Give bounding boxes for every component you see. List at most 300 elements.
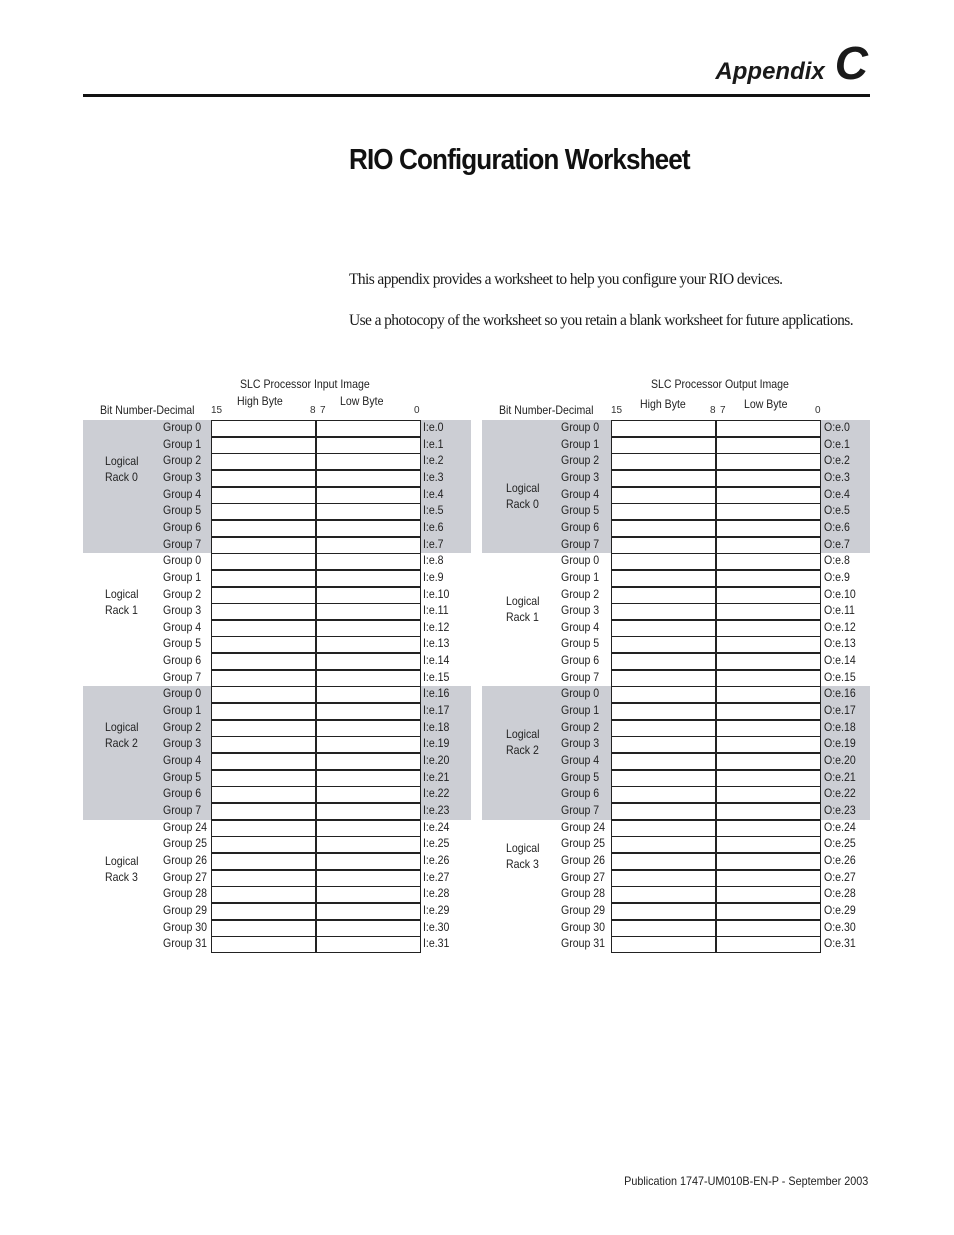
high-byte-cell[interactable] xyxy=(211,870,316,887)
group-row xyxy=(482,820,870,837)
group-row xyxy=(83,753,471,770)
image-address: I:e.7 xyxy=(423,536,444,551)
high-byte-cell[interactable] xyxy=(211,770,316,787)
group-row xyxy=(482,587,870,604)
group-label: Group 27 xyxy=(163,869,208,884)
group-label: Group 7 xyxy=(561,536,600,551)
image-address: I:e.6 xyxy=(423,519,444,534)
low-byte-cell[interactable] xyxy=(716,786,821,803)
group-row xyxy=(482,420,870,437)
image-address: O:e.5 xyxy=(824,503,850,518)
low-byte-cell[interactable] xyxy=(716,437,821,454)
high-byte-cell[interactable] xyxy=(611,903,716,920)
image-address: O:e.22 xyxy=(824,786,856,801)
low-byte-cell[interactable] xyxy=(316,420,421,437)
group-row xyxy=(83,520,471,537)
rack-label-line1: Logical xyxy=(506,840,540,855)
image-address: I:e.27 xyxy=(423,869,450,884)
group-label: Group 0 xyxy=(561,553,600,568)
image-address: O:e.8 xyxy=(824,553,850,568)
group-label: Group 30 xyxy=(163,919,208,934)
image-address: O:e.24 xyxy=(824,819,856,834)
high-byte-cell[interactable] xyxy=(211,936,316,953)
high-byte-cell[interactable] xyxy=(211,437,316,454)
group-label: Group 2 xyxy=(561,453,600,468)
image-address: I:e.20 xyxy=(423,753,450,767)
group-row xyxy=(482,753,870,770)
group-row xyxy=(83,487,471,504)
rack-label-line2: Rack 3 xyxy=(506,856,539,871)
group-row xyxy=(482,670,870,687)
group-row xyxy=(482,786,870,803)
group-row xyxy=(482,703,870,720)
image-address: I:e.21 xyxy=(423,769,450,784)
low-byte-cell[interactable] xyxy=(316,936,421,953)
image-address: I:e.15 xyxy=(423,669,450,684)
low-byte-cell[interactable] xyxy=(316,653,421,670)
group-label: Group 1 xyxy=(561,569,600,584)
group-label: Group 3 xyxy=(163,736,202,751)
group-row xyxy=(83,553,471,570)
low-byte-cell[interactable] xyxy=(716,886,821,903)
low-byte-cell[interactable] xyxy=(316,836,421,853)
header-rule xyxy=(83,94,870,97)
group-label: Group 25 xyxy=(561,836,606,851)
low-byte-cell[interactable] xyxy=(316,620,421,637)
bit-7-mark: 7 xyxy=(720,405,726,416)
group-row xyxy=(482,886,870,903)
high-byte-cell[interactable] xyxy=(211,653,316,670)
high-byte-cell[interactable] xyxy=(611,453,716,470)
high-byte-cell[interactable] xyxy=(211,920,316,937)
low-byte-cell[interactable] xyxy=(316,853,421,870)
intro-paragraph-1: This appendix provides a worksheet to help you configure your RIO devices. xyxy=(349,271,783,288)
group-row xyxy=(482,803,870,820)
image-address: I:e.18 xyxy=(423,719,450,734)
high-byte-cell[interactable] xyxy=(211,786,316,803)
group-label: Group 1 xyxy=(163,703,202,718)
image-address: I:e.16 xyxy=(423,686,450,701)
low-byte-cell[interactable] xyxy=(716,503,821,520)
high-byte-cell[interactable] xyxy=(211,487,316,504)
group-label: Group 4 xyxy=(561,619,600,634)
worksheet-title: SLC Processor Input Image xyxy=(240,377,370,391)
high-byte-cell[interactable] xyxy=(611,636,716,653)
intro-paragraph-2: Use a photocopy of the worksheet so you retain a blank worksheet for future applications. xyxy=(349,312,854,329)
high-byte-cell[interactable] xyxy=(611,786,716,803)
group-label: Group 24 xyxy=(163,819,208,834)
low-byte-cell[interactable] xyxy=(716,736,821,753)
group-label: Group 2 xyxy=(561,586,600,601)
low-byte-cell[interactable] xyxy=(316,670,421,687)
low-byte-cell[interactable] xyxy=(716,520,821,537)
low-byte-cell[interactable] xyxy=(716,420,821,437)
low-byte-cell[interactable] xyxy=(716,936,821,953)
high-byte-cell[interactable] xyxy=(211,903,316,920)
rack-label-line2: Rack 1 xyxy=(506,610,539,625)
low-byte-cell[interactable] xyxy=(316,537,421,554)
high-byte-cell[interactable] xyxy=(211,886,316,903)
high-byte-cell[interactable] xyxy=(211,620,316,637)
high-byte-label: High Byte xyxy=(237,394,283,408)
low-byte-cell[interactable] xyxy=(316,886,421,903)
rack-label-line1: Logical xyxy=(105,853,139,868)
low-byte-cell[interactable] xyxy=(716,603,821,620)
image-address: I:e.5 xyxy=(423,503,444,518)
image-address: O:e.25 xyxy=(824,836,856,851)
input-image-worksheet xyxy=(83,374,473,954)
image-address: I:e.13 xyxy=(423,636,450,651)
image-address: O:e.31 xyxy=(824,936,856,951)
image-address: I:e.11 xyxy=(423,603,449,618)
group-label: Group 7 xyxy=(561,802,600,817)
low-byte-cell[interactable] xyxy=(316,487,421,504)
rack-label-line1: Logical xyxy=(506,481,540,495)
group-row xyxy=(83,936,471,953)
high-byte-cell[interactable] xyxy=(611,770,716,787)
image-address: O:e.3 xyxy=(824,469,850,484)
low-byte-cell[interactable] xyxy=(316,753,421,770)
group-row xyxy=(83,836,471,853)
image-address: O:e.27 xyxy=(824,869,856,884)
high-byte-cell[interactable] xyxy=(611,920,716,937)
image-address: O:e.4 xyxy=(824,486,850,501)
image-address: O:e.14 xyxy=(824,653,856,668)
high-byte-cell[interactable] xyxy=(211,603,316,620)
low-byte-cell[interactable] xyxy=(316,470,421,487)
group-label: Group 6 xyxy=(561,786,600,801)
low-byte-cell[interactable] xyxy=(716,653,821,670)
group-row xyxy=(83,770,471,787)
high-byte-cell[interactable] xyxy=(211,703,316,720)
low-byte-label: Low Byte xyxy=(340,394,384,408)
high-byte-cell[interactable] xyxy=(611,686,716,703)
low-byte-cell[interactable] xyxy=(316,520,421,537)
group-label: Group 4 xyxy=(163,753,202,767)
bit-15-mark: 15 xyxy=(611,405,623,416)
rack-label-line2: Rack 0 xyxy=(506,497,539,511)
bit-7-mark: 7 xyxy=(320,405,326,416)
high-byte-cell[interactable] xyxy=(611,520,716,537)
group-row xyxy=(482,770,870,787)
high-byte-cell[interactable] xyxy=(611,720,716,737)
group-label: Group 7 xyxy=(561,669,600,684)
high-byte-cell[interactable] xyxy=(611,820,716,837)
rack-label-line2: Rack 0 xyxy=(105,470,138,484)
high-byte-cell[interactable] xyxy=(211,670,316,687)
low-byte-cell[interactable] xyxy=(316,503,421,520)
low-byte-cell[interactable] xyxy=(716,903,821,920)
group-row xyxy=(482,520,870,537)
group-row xyxy=(482,570,870,587)
high-byte-cell[interactable] xyxy=(611,537,716,554)
group-row xyxy=(83,470,471,487)
low-byte-cell[interactable] xyxy=(716,636,821,653)
high-byte-cell[interactable] xyxy=(611,653,716,670)
output-image-worksheet xyxy=(482,374,872,954)
image-address: I:e.1 xyxy=(423,436,444,451)
image-address: O:e.15 xyxy=(824,669,856,684)
low-byte-cell[interactable] xyxy=(716,570,821,587)
bit-0-mark: 0 xyxy=(815,405,821,416)
group-row xyxy=(482,537,870,554)
group-label: Group 3 xyxy=(561,736,600,751)
group-row xyxy=(482,470,870,487)
group-row xyxy=(482,453,870,470)
image-address: O:e.0 xyxy=(824,420,850,434)
low-byte-cell[interactable] xyxy=(716,836,821,853)
high-byte-cell[interactable] xyxy=(611,886,716,903)
image-address: I:e.19 xyxy=(423,736,450,751)
high-byte-cell[interactable] xyxy=(611,603,716,620)
low-byte-cell[interactable] xyxy=(316,786,421,803)
high-byte-cell[interactable] xyxy=(211,553,316,570)
high-byte-cell[interactable] xyxy=(611,753,716,770)
high-byte-cell[interactable] xyxy=(211,853,316,870)
rack-label-line1: Logical xyxy=(105,720,139,735)
high-byte-cell[interactable] xyxy=(611,870,716,887)
high-byte-cell[interactable] xyxy=(211,636,316,653)
group-row xyxy=(83,786,471,803)
group-label: Group 3 xyxy=(163,603,202,618)
group-row xyxy=(482,686,870,703)
group-label: Group 0 xyxy=(561,420,600,434)
group-row xyxy=(83,453,471,470)
low-byte-cell[interactable] xyxy=(316,636,421,653)
group-row xyxy=(83,603,471,620)
low-byte-cell[interactable] xyxy=(716,870,821,887)
low-byte-cell[interactable] xyxy=(316,720,421,737)
group-label: Group 6 xyxy=(163,786,202,801)
low-byte-cell[interactable] xyxy=(316,703,421,720)
appendix-word: Appendix xyxy=(715,58,825,85)
low-byte-cell[interactable] xyxy=(316,570,421,587)
high-byte-cell[interactable] xyxy=(211,736,316,753)
group-label: Group 5 xyxy=(163,636,202,651)
high-byte-cell[interactable] xyxy=(211,587,316,604)
image-address: O:e.7 xyxy=(824,536,850,551)
group-row xyxy=(482,636,870,653)
group-label: Group 4 xyxy=(163,619,202,634)
low-byte-cell[interactable] xyxy=(316,686,421,703)
low-byte-cell[interactable] xyxy=(716,620,821,637)
high-byte-cell[interactable] xyxy=(211,836,316,853)
image-address: I:e.28 xyxy=(423,886,450,901)
image-address: I:e.22 xyxy=(423,786,450,801)
image-address: O:e.17 xyxy=(824,703,856,718)
high-byte-cell[interactable] xyxy=(211,420,316,437)
group-row xyxy=(83,636,471,653)
group-row xyxy=(482,437,870,454)
image-address: O:e.16 xyxy=(824,686,856,701)
high-byte-cell[interactable] xyxy=(611,437,716,454)
group-row xyxy=(83,537,471,554)
high-byte-cell[interactable] xyxy=(211,453,316,470)
bit-8-mark: 8 xyxy=(710,405,716,416)
low-byte-cell[interactable] xyxy=(716,720,821,737)
rack-label-line1: Logical xyxy=(506,594,540,609)
low-byte-cell[interactable] xyxy=(716,487,821,504)
low-byte-cell[interactable] xyxy=(316,903,421,920)
low-byte-cell[interactable] xyxy=(316,453,421,470)
low-byte-cell[interactable] xyxy=(716,920,821,937)
low-byte-cell[interactable] xyxy=(316,437,421,454)
rack-label-line2: Rack 2 xyxy=(506,743,539,758)
image-address: O:e.28 xyxy=(824,886,856,901)
image-address: O:e.30 xyxy=(824,919,856,934)
high-byte-cell[interactable] xyxy=(211,803,316,820)
group-label: Group 29 xyxy=(163,902,208,917)
high-byte-cell[interactable] xyxy=(611,587,716,604)
group-label: Group 30 xyxy=(561,919,606,934)
low-byte-cell[interactable] xyxy=(716,587,821,604)
group-row xyxy=(482,936,870,953)
group-label: Group 24 xyxy=(561,819,606,834)
group-row xyxy=(482,720,870,737)
high-byte-cell[interactable] xyxy=(611,420,716,437)
image-address: I:e.14 xyxy=(423,653,450,668)
low-byte-cell[interactable] xyxy=(316,820,421,837)
low-byte-cell[interactable] xyxy=(316,587,421,604)
image-address: I:e.4 xyxy=(423,486,444,501)
group-label: Group 1 xyxy=(561,703,600,718)
image-address: O:e.18 xyxy=(824,719,856,734)
group-row xyxy=(83,820,471,837)
high-byte-cell[interactable] xyxy=(611,836,716,853)
group-row xyxy=(482,603,870,620)
bit-number-label: Bit Number-Decimal xyxy=(499,403,594,417)
rack-label-line2: Rack 3 xyxy=(105,869,138,884)
high-byte-cell[interactable] xyxy=(611,487,716,504)
appendix-letter: C xyxy=(834,37,868,89)
group-row xyxy=(83,503,471,520)
appendix-heading xyxy=(715,36,868,90)
group-label: Group 2 xyxy=(163,453,202,468)
low-byte-cell[interactable] xyxy=(316,870,421,887)
high-byte-cell[interactable] xyxy=(611,936,716,953)
high-byte-cell[interactable] xyxy=(611,620,716,637)
image-address: I:e.2 xyxy=(423,453,444,468)
group-row xyxy=(83,920,471,937)
high-byte-cell[interactable] xyxy=(611,470,716,487)
low-byte-cell[interactable] xyxy=(716,770,821,787)
low-byte-cell[interactable] xyxy=(716,470,821,487)
low-byte-cell[interactable] xyxy=(716,803,821,820)
high-byte-cell[interactable] xyxy=(211,720,316,737)
image-address: O:e.9 xyxy=(824,569,850,584)
group-row xyxy=(83,620,471,637)
publication-footer: Publication 1747-UM010B-EN-P - September 2003 xyxy=(623,1174,868,1188)
low-byte-cell[interactable] xyxy=(716,453,821,470)
high-byte-cell[interactable] xyxy=(611,703,716,720)
group-row xyxy=(83,570,471,587)
high-byte-cell[interactable] xyxy=(211,686,316,703)
group-label: Group 6 xyxy=(561,653,600,668)
group-row xyxy=(482,487,870,504)
image-address: O:e.19 xyxy=(824,736,856,751)
low-byte-cell[interactable] xyxy=(316,603,421,620)
image-address: O:e.29 xyxy=(824,902,856,917)
low-byte-cell[interactable] xyxy=(716,670,821,687)
group-label: Group 1 xyxy=(561,436,600,451)
low-byte-cell[interactable] xyxy=(316,920,421,937)
high-byte-cell[interactable] xyxy=(211,537,316,554)
group-label: Group 6 xyxy=(163,519,202,534)
image-address: I:e.25 xyxy=(423,836,450,851)
high-byte-cell[interactable] xyxy=(611,570,716,587)
group-row xyxy=(482,870,870,887)
image-address: O:e.2 xyxy=(824,453,850,468)
high-byte-cell[interactable] xyxy=(611,503,716,520)
high-byte-cell[interactable] xyxy=(611,853,716,870)
high-byte-cell[interactable] xyxy=(611,736,716,753)
low-byte-cell[interactable] xyxy=(316,803,421,820)
low-byte-cell[interactable] xyxy=(716,686,821,703)
image-address: I:e.31 xyxy=(423,936,450,951)
group-row xyxy=(482,836,870,853)
low-byte-cell[interactable] xyxy=(716,703,821,720)
high-byte-cell[interactable] xyxy=(611,803,716,820)
low-byte-cell[interactable] xyxy=(316,736,421,753)
group-row xyxy=(83,670,471,687)
group-label: Group 28 xyxy=(561,886,606,901)
low-byte-cell[interactable] xyxy=(316,553,421,570)
high-byte-cell[interactable] xyxy=(211,570,316,587)
group-row xyxy=(83,587,471,604)
image-address: I:e.26 xyxy=(423,852,450,867)
group-label: Group 1 xyxy=(163,436,202,451)
high-byte-cell[interactable] xyxy=(611,670,716,687)
group-label: Group 2 xyxy=(163,586,202,601)
group-label: Group 5 xyxy=(163,503,202,518)
group-label: Group 0 xyxy=(561,686,600,701)
group-label: Group 27 xyxy=(561,869,606,884)
group-row xyxy=(482,620,870,637)
low-byte-cell[interactable] xyxy=(716,753,821,770)
low-byte-cell[interactable] xyxy=(716,537,821,554)
low-byte-cell[interactable] xyxy=(716,853,821,870)
group-label: Group 2 xyxy=(163,719,202,734)
group-row xyxy=(83,703,471,720)
image-address: I:e.23 xyxy=(423,802,450,817)
high-byte-cell[interactable] xyxy=(211,820,316,837)
low-byte-cell[interactable] xyxy=(716,553,821,570)
image-address: I:e.10 xyxy=(423,586,450,601)
high-byte-cell[interactable] xyxy=(211,520,316,537)
image-address: O:e.11 xyxy=(824,603,855,618)
group-label: Group 29 xyxy=(561,902,606,917)
image-address: O:e.1 xyxy=(824,436,850,451)
low-byte-cell[interactable] xyxy=(316,770,421,787)
bit-0-mark: 0 xyxy=(414,405,420,416)
group-label: Group 31 xyxy=(561,936,606,951)
group-row xyxy=(482,853,870,870)
group-label: Group 7 xyxy=(163,802,202,817)
high-byte-cell[interactable] xyxy=(211,503,316,520)
low-byte-cell[interactable] xyxy=(716,820,821,837)
image-address: I:e.30 xyxy=(423,919,450,934)
group-row xyxy=(482,503,870,520)
high-byte-cell[interactable] xyxy=(611,553,716,570)
group-row xyxy=(83,803,471,820)
group-label: Group 4 xyxy=(561,486,600,501)
high-byte-cell[interactable] xyxy=(211,470,316,487)
group-label: Group 0 xyxy=(163,420,202,434)
group-label: Group 2 xyxy=(561,719,600,734)
high-byte-cell[interactable] xyxy=(211,753,316,770)
group-row xyxy=(83,736,471,753)
high-byte-label: High Byte xyxy=(640,397,686,411)
